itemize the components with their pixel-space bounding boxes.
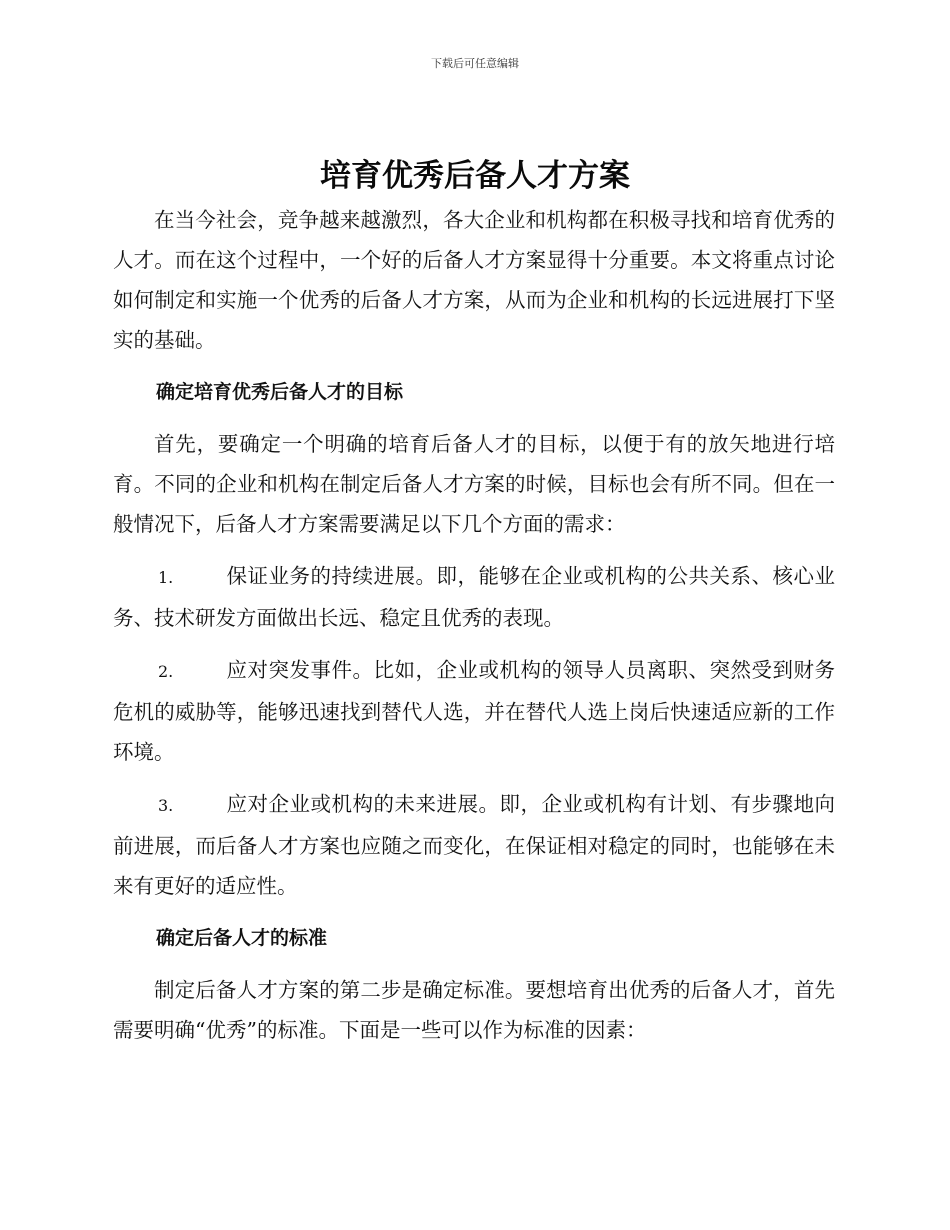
list-item — [113, 650, 835, 772]
intro-paragraph: 在当今社会，竞争越来越激烈，各大企业和机构都在积极寻找和培育优秀的人才。而在这个过程中，一个好的后备人才方案显得十分重要。本文将重点讨论如何制定和实施一个优秀的后备人才方案，从而为企业和机构的长远进展打下坚实的基础。 — [113, 208, 835, 352]
section-heading-goals: 确定培育优秀后备人才的目标 — [156, 381, 404, 403]
list-item-text: 应对企业或机构的未来进展。即，企业或机构有计划、有步骤地向前进展，而后备人才方案也应随之而变化，在保证相对稳定的同时，也能够在未来有更好的适应性。 — [113, 792, 835, 898]
list-number: 2. — [158, 662, 174, 681]
list-item-text: 应对突发事件。比如，企业或机构的领导人员离职、突然受到财务危机的威胁等，能够迅速找到替代人选，并在替代人选上岗后快速适应新的工作环境。 — [113, 658, 835, 764]
page-header: 下载后可任意编辑 — [431, 57, 519, 70]
section-goals-body: 首先，要确定一个明确的培育后备人才的目标，以便于有的放矢地进行培育。不同的企业和机构在制定后备人才方案的时候，目标也会有所不同。但在一般情况下，后备人才方案需要满足以下几个方面的需求： — [113, 432, 835, 536]
list-item-text: 保证业务的持续进展。即，能够在企业或机构的公共关系、核心业务、技术研发方面做出长远、稳定且优秀的表现。 — [113, 564, 835, 630]
section-standards-body: 制定后备人才方案的第二步是确定标准。要想培育出优秀的后备人才，首先需要明确“优秀”的标准。下面是一些可以作为标准的因素： — [113, 978, 835, 1042]
list-item — [113, 784, 835, 906]
list-item — [113, 556, 835, 638]
section-heading-standards: 确定后备人才的标准 — [156, 927, 328, 949]
list-number: 1. — [158, 568, 174, 587]
document-title: 培育优秀后备人才方案 — [320, 158, 630, 194]
document-body — [113, 200, 835, 1050]
list-number: 3. — [158, 796, 174, 815]
